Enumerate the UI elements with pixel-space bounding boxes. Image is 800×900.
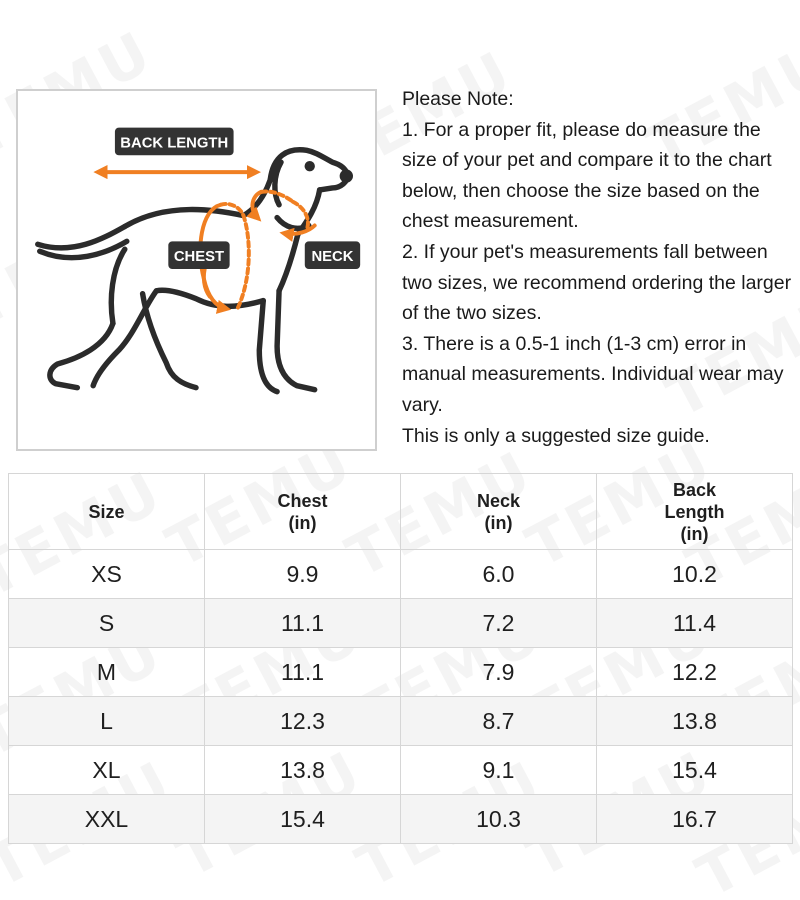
- cell-chest: 11.1: [205, 648, 401, 697]
- cell-size: L: [9, 697, 205, 746]
- cell-neck: 6.0: [401, 550, 597, 599]
- cell-size: M: [9, 648, 205, 697]
- cell-size: XL: [9, 746, 205, 795]
- cell-back-length: 15.4: [597, 746, 793, 795]
- dog-measurement-figure: [16, 89, 377, 451]
- cell-back-length: 13.8: [597, 697, 793, 746]
- table-row: [9, 795, 793, 844]
- svg-text:BACK LENGTH: BACK LENGTH: [120, 135, 229, 152]
- header-neck: Neck (in): [401, 474, 597, 550]
- chest-label: [168, 241, 229, 269]
- header-chest: Chest (in): [205, 474, 401, 550]
- note-item-2: 2. If your pet's measurements fall between two sizes, we recommend ordering the larger of the two sizes.: [402, 240, 792, 325]
- cell-size: XXL: [9, 795, 205, 844]
- cell-back-length: 10.2: [597, 550, 793, 599]
- cell-neck: 8.7: [401, 697, 597, 746]
- note-footer: This is only a suggested size guide.: [402, 424, 710, 447]
- cell-neck: 9.1: [401, 746, 597, 795]
- cell-neck: 7.2: [401, 599, 597, 648]
- cell-chest: 12.3: [205, 697, 401, 746]
- cell-back-length: 11.4: [597, 599, 793, 648]
- cell-back-length: 16.7: [597, 795, 793, 844]
- dog-outline-icon: [38, 150, 350, 392]
- table-row: [9, 648, 793, 697]
- cell-chest: 15.4: [205, 795, 401, 844]
- cell-back-length: 12.2: [597, 648, 793, 697]
- cell-neck: 10.3: [401, 795, 597, 844]
- cell-chest: 11.1: [205, 599, 401, 648]
- cell-chest: 13.8: [205, 746, 401, 795]
- note-item-3: 3. There is a 0.5-1 inch (1-3 cm) error in manual measurements. Individual wear may vary.: [402, 332, 784, 416]
- size-chart-table: [8, 473, 793, 844]
- table-row: [9, 697, 793, 746]
- note-title: Please Note:: [402, 88, 514, 110]
- cell-neck: 7.9: [401, 648, 597, 697]
- header-back-length: Back Length (in): [597, 474, 793, 550]
- table-header-row: [9, 474, 793, 550]
- header-size: Size: [9, 474, 205, 550]
- svg-text:CHEST: CHEST: [173, 249, 225, 266]
- back-length-label: [115, 128, 234, 156]
- cell-size: XS: [9, 550, 205, 599]
- cell-size: S: [9, 599, 205, 648]
- table-row: [9, 550, 793, 599]
- note-item-1: 1. For a proper fit, please do measure the size of your pet and compare it to the chart below, then choose the size based on the chest measurement.: [402, 118, 772, 233]
- dog-diagram: [18, 91, 375, 449]
- svg-text:NECK: NECK: [311, 249, 354, 266]
- neck-label: [305, 241, 360, 269]
- cell-chest: 9.9: [205, 550, 401, 599]
- table-row: [9, 599, 793, 648]
- size-note: [402, 84, 794, 451]
- table-row: [9, 746, 793, 795]
